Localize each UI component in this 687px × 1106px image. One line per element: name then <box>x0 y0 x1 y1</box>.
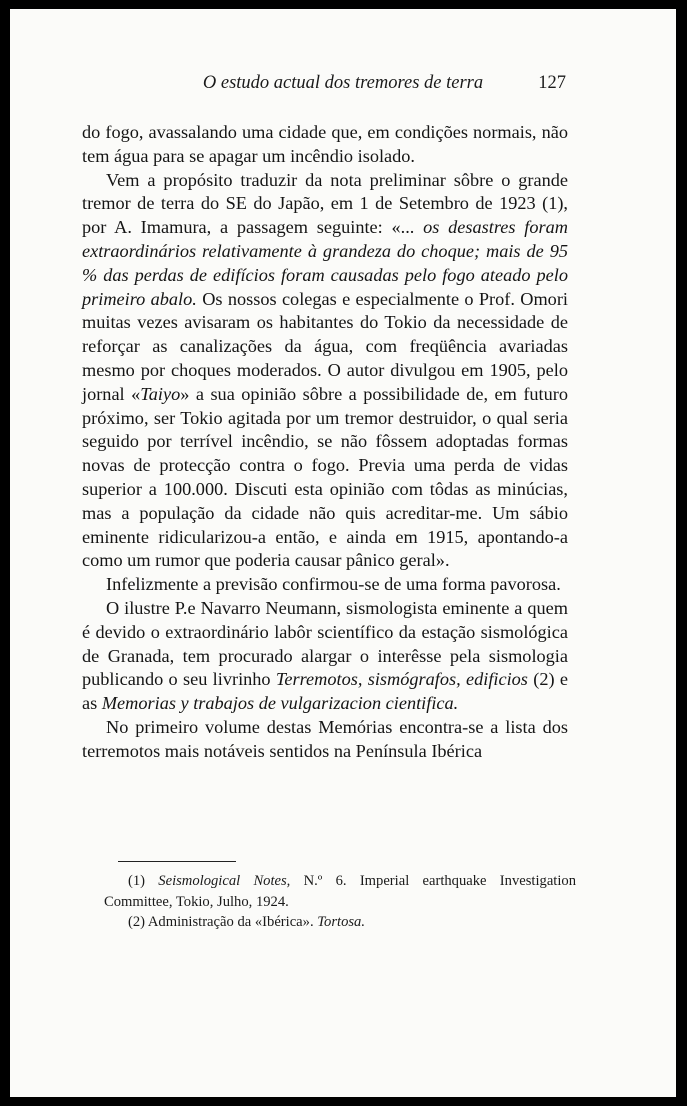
footnote-marker: (2) <box>128 914 148 930</box>
footnote-text: N.º 6. Imperial earthquake Investigation Committee, Tokio, Julho, 1924. <box>104 873 576 910</box>
italic-quotation: os desastres foram extraordinários relativamente à grandeza do choque; mais de 95 % das perdas de edifícios foram causadas pelo fogo ateado pelo primeiro abalo. <box>82 217 568 309</box>
text-segment: (2) e as <box>82 669 568 714</box>
running-title: O estudo actual dos tremores de terra <box>202 73 484 93</box>
page-number: 127 <box>538 73 566 93</box>
footnote-text: Administração da «Ibérica». <box>147 914 318 930</box>
footnote-rule <box>118 861 236 862</box>
newspaper-name: Taiyo <box>140 383 181 404</box>
text-segment: » a sua opinião sôbre a possibilidade de, em futuro próximo, ser Tokio agitada por um tremor destruidor, o qual seria seguido por terrível incêndio, se não fôssem adoptadas formas novas de protecção contra o fogo. Previa uma perda de vidas superior a 100.000. Discuti esta opinião com tôdas as minúcias, mas a população da cidade não quis acreditar-me. Um sábio eminente ridicularizou-a então, e ainda em 1915, apontando-a como um rumor que poderia causar pânico geral». <box>82 383 568 571</box>
text-segment: O ilustre P.e Navarro Neumann, sismologista eminente a quem é devido o extraordinário labôr scientífico da estação sismológica de Granada, tem procurado alargar o interêsse pela sismologia publicando o seu livrinho <box>82 597 568 690</box>
paragraph-navarro-neumann <box>82 597 568 716</box>
footnote-place: Tortosa. <box>317 914 365 930</box>
text-segment: Os nossos colegas e especialmente o Prof. Omori muitas vezes avisaram os habitantes do Tokio da necessidade de reforçar as canalizações da água, com freqüência avariadas mesmo por choques moderados. O autor divulgou em 1905, pelo jornal « <box>82 288 568 404</box>
series-title: Memorias y trabajos de vulgarizacion cientifica. <box>101 693 459 714</box>
paragraph-continuation: do fogo, avassalando uma cidade que, em condições normais, não tem água para se apagar um incêndio isolado. <box>82 122 568 166</box>
paragraph-imamura-quote <box>82 169 568 574</box>
paragraph-first-volume: No primeiro volume destas Memórias encontra-se a lista dos terremotos mais notáveis sentidos na Península Ibérica <box>82 716 568 761</box>
book-page <box>10 9 676 1097</box>
footnote-marker: (1) <box>128 873 159 889</box>
footnotes <box>104 871 576 933</box>
footnote-1 <box>104 871 576 912</box>
footnote-source-title: Seismological Notes, <box>158 873 291 889</box>
book-title: Terremotos, sismógrafos, edificios <box>275 669 528 690</box>
running-header <box>10 73 676 97</box>
footnote-2 <box>104 912 576 933</box>
body-text <box>82 121 568 764</box>
paragraph-prediction: Infelizmente a previsão confirmou-se de uma forma pavorosa. <box>106 574 561 595</box>
text-segment: Vem a propósito traduzir da nota preliminar sôbre o grande tremor de terra do SE do Japão, em 1 de Setembro de 1923 (1), por A. Imamura, a passagem seguinte: «... <box>82 169 568 238</box>
